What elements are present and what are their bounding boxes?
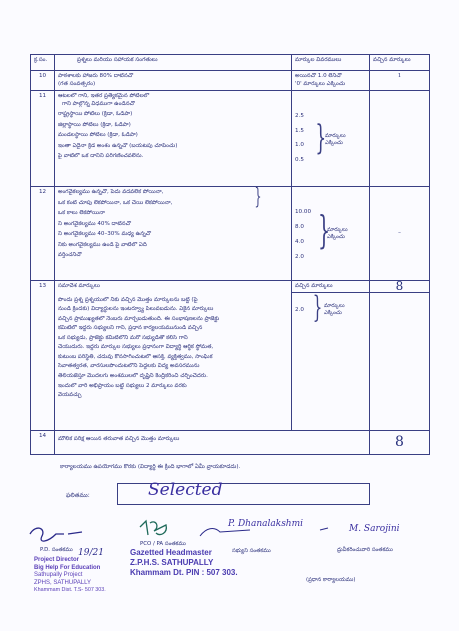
signature-label: సభ్యుని సంతకము (232, 548, 271, 554)
signature-name: M. Sarojini (349, 524, 400, 534)
headmaster-stamp (130, 548, 238, 578)
row-obtained: 8 (370, 431, 430, 455)
signature-sublabel: (ప్రధాన కార్యాలయము) (306, 577, 356, 583)
header-question: ప్రశ్నలు మరియు సహాయక సంగతులు (55, 55, 292, 71)
question-line: నుండి క్రిందకు) విద్యార్థులను ఇంటర్వ్యూ పిలువబడును. ఏకైన మార్కులు (58, 306, 214, 313)
stamp-line: Z.P.H.S. SATHUPALLY (130, 558, 214, 567)
question-line: నీ అంగవైకల్యము 40% దాటినచో (58, 220, 131, 227)
signature-name: P. Dhanalakshmi (228, 519, 304, 529)
question-line: కమిటీలో ఇద్దరు సభ్యులని గాని, ప్రధాన కార్యలయమునుండి వచ్చిన (58, 325, 203, 332)
office-use-note: కార్యాలయము ఉపయోగము కొరకు (విద్యార్థి ఈ క్రింది భాగాలో ఏమీ వ్రాయకూడదు). (60, 464, 241, 470)
result-label: ఫలితము: (66, 492, 90, 499)
brace-icon: } (312, 290, 323, 326)
question-line: సేవాతత్వరత, వారసులపొందుటలోని పెద్దలకు విద్య అవసరమును (58, 363, 200, 370)
obtained-subheader: 8 (370, 281, 429, 293)
question-line: రాష్ట్రస్థాయి పోటీలు (క్రీడా, ఓడిపా) (58, 111, 133, 118)
row-no: 10 (31, 71, 55, 91)
brace-label: మార్కులు ఎక్కించు (324, 303, 345, 317)
question-line: చేయుదురు. ఇద్దరు మార్కుల సభ్యులు ప్రధానంగా విద్యార్థి ఆర్థిక స్థోమత, (58, 344, 214, 351)
mark-value: 1.5 (295, 127, 304, 134)
header-obtained: వచ్చిన మార్కులు (370, 55, 430, 71)
question-line: పై వాటిలో ఒక దానిని పరిగణించవలెను. (58, 153, 144, 160)
mark-value: 2.0 (295, 307, 304, 314)
project-stamp (34, 557, 106, 594)
mark-value: 10.00 (295, 209, 312, 216)
stamp-line: Gazetted Headmaster (130, 548, 212, 557)
mark-value: 2.0 (295, 254, 304, 261)
question-line: పొందు ప్రశ్న ప్రశ్నయులో నీకు వచ్చిన మొత్తం మార్కులను బట్టి (పై (58, 296, 198, 303)
question-line: ఆటలలో గాని, ఇతర ప్రత్యేకమైన పోటీలలో (58, 93, 150, 100)
result-value: Selected (148, 480, 223, 500)
row-obtained: 1 (370, 71, 430, 91)
row-no: 11 (31, 91, 55, 187)
row-no: 12 (31, 187, 55, 281)
question-line: కుటుంబ పరిస్థితి, చదువు కొనసాగించుటలో ఆసక్తి, వ్యక్తిత్వము, సాంఘిక (58, 353, 213, 360)
marks-line: '0' మార్కులు ఎక్కించు (295, 80, 346, 87)
stamp-line: Khammam Dt. PIN : 507 303. (130, 568, 238, 577)
stamp-line: Sathupally Project (34, 572, 83, 578)
question-line: పాఠశాలకు హాజరు 80% దాటినచో (58, 73, 134, 79)
marks-subheader: వచ్చిన మార్కులు (292, 281, 369, 293)
question-line: గాని పాల్గొన్న విధముగా ఉండినచో (62, 100, 135, 107)
brace-label: మార్కులు ఎక్కించు (327, 227, 348, 241)
mark-value: 2.5 (295, 113, 304, 120)
signature-label: ధ్రువీకరించువారి సంతకము (337, 547, 393, 553)
brace-label: మార్కులు ఎక్కించు (325, 133, 346, 147)
mark-value: 1.0 (295, 142, 304, 149)
row-no: 14 (31, 431, 55, 455)
question-line: జిల్లాస్థాయి పోటీలు (క్రీడా, ఓడిపా) (58, 121, 131, 128)
question-line: ఒక సభ్యుడు, ప్రాజెక్టు కమిటీలోని మరో సభ్యుడితో కలిసి గాని (58, 334, 188, 341)
brace-icon: } (254, 185, 262, 211)
signature-label: PCO / PA సంతకము (140, 541, 186, 547)
stamp-line: Big Help For Education (34, 564, 101, 571)
mark-value: 8.0 (295, 224, 304, 231)
row-title: సమావేశ మార్కులు (58, 283, 100, 290)
question-line: నీ అంగవైకల్యము 40–30% మధ్య ఉన్నచో (58, 231, 152, 238)
question-line: వర్తించనిచో (58, 252, 82, 259)
question-line: వచ్చిన ప్రాముఖ్యతలో నెంబరు మార్చబడుతుంది. ఈ సంభాషణలను ప్రాజెక్టు (58, 315, 220, 322)
question-line: ఇందులో వారి అభిప్రాయం బట్టి సభ్యులు 2 మార్కులు వరకు (58, 382, 187, 389)
question-line: అంగవైకల్యము ఉన్నచో, పేదు వదవలేక పోయినా, (58, 189, 164, 196)
marks-line: అయినచో 1.0 లేనిచో (295, 73, 342, 79)
signature-label: P.D. సంతకము (40, 547, 73, 553)
brace-icon: } (315, 118, 327, 159)
mark-value: 4.0 (295, 239, 304, 246)
stamp-line: Project Director (34, 557, 80, 563)
stamp-line: ZPHS, SATHUPALLY (34, 579, 92, 586)
brace-icon: } (318, 208, 331, 253)
header-no: క్ర.సం. (31, 55, 55, 71)
row-obtained: – (370, 187, 430, 281)
question-line: నీకు అంగవైకల్యము ఉండి పై వాటిలో ఏది (58, 241, 147, 248)
signature-date: 19/21 (78, 548, 104, 558)
stamp-line: Khammam Dist. T.S- 507 303. (34, 587, 106, 593)
question-line: మండలస్థాయి పోటీలు (క్రీడా, ఓడిపా) (58, 132, 138, 139)
question-line: తెలియజేస్తూ మొదలగు అంశములలో దృష్టిని కేంద్రీకరించి చర్చించెదరు. (58, 373, 208, 380)
question-line: ఇంతా ఏదైనా క్రీడ అంశం ఉన్నచో (బయటపు చూపించు) (58, 142, 178, 149)
question-line: ఒక కాలు లేకపోయినా (58, 210, 105, 217)
row-no: 13 (31, 281, 55, 431)
question-line: ఒక కంటి చూపు లేకపోయినా, ఒక చేయి లేకపోయినా, (58, 199, 173, 206)
question-line: మౌలిక పరీక్ష ఆయిన తరువాత వచ్చిన మొత్తం మార్కులు (58, 436, 180, 443)
question-line: వేయవచ్చు (58, 392, 82, 399)
question-line: (గత సంవత్సరం) (58, 80, 96, 87)
mark-value: 0.5 (295, 156, 304, 163)
header-marks: మార్కుల వివరములు (292, 55, 370, 71)
